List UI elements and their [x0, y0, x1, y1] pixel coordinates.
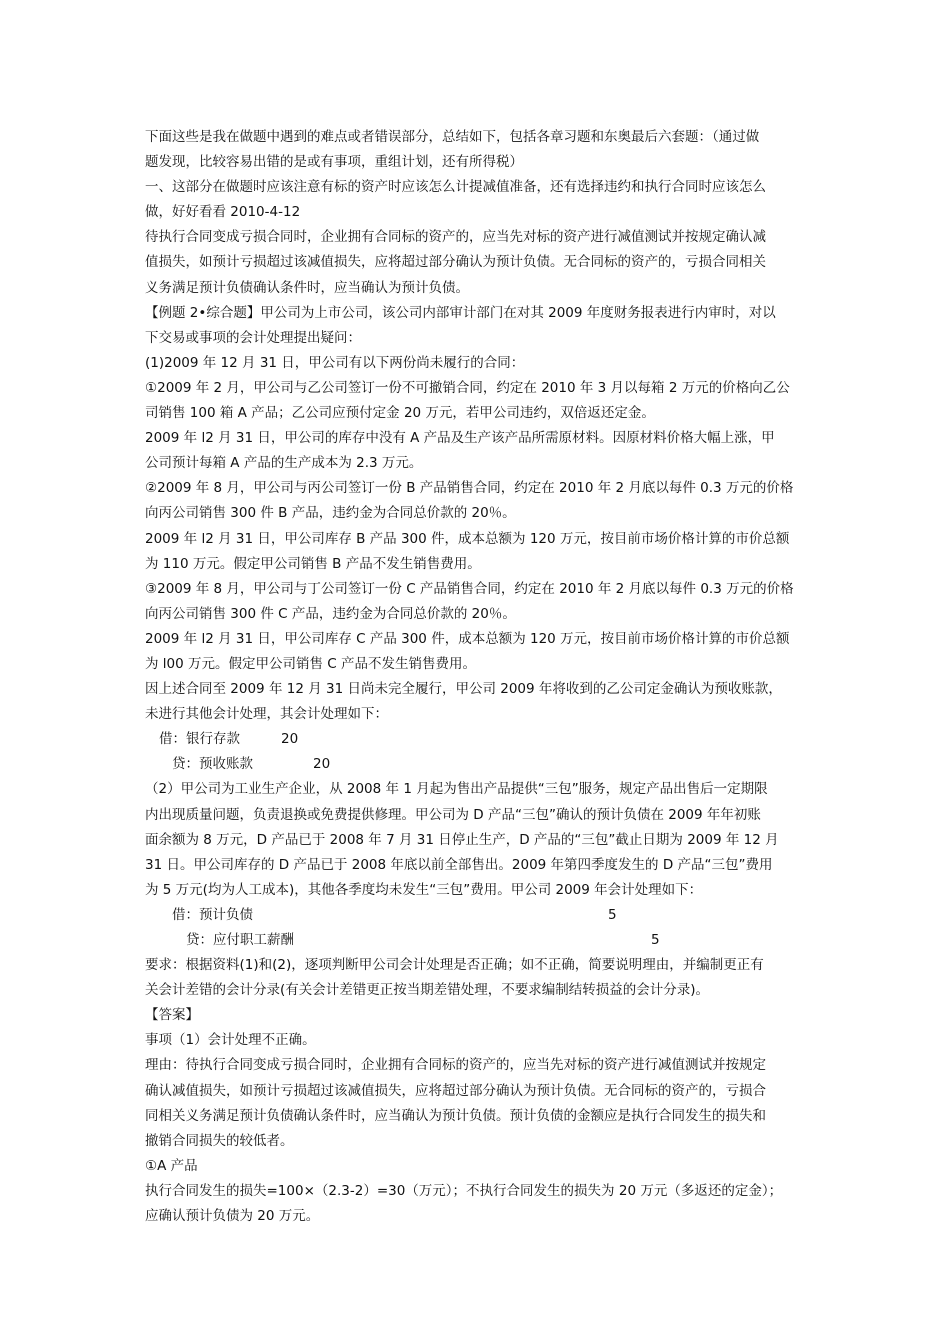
text-line: 公司预计每箱 A 产品的生产成本为 2.3 万元。 [145, 455, 423, 472]
credit-label: 贷：预收账款 [172, 756, 253, 773]
text-line: 做，好好看看 2010-4-12 [145, 204, 301, 221]
text-line: 因上述合同至 2009 年 12 月 31 日尚未完全履行，甲公司 2009 年将收到的乙公司定金确认为预收账款， [145, 681, 782, 698]
text-line: 2009 年 l2 月 31 日，甲公司库存 C 产品 300 件，成本总额为 120 万元，按目前市场价格计算的市价总额 [145, 630, 790, 647]
text-line: 向丙公司销售 300 件 C 产品，违约金为合同总价款的 20％。 [145, 605, 516, 622]
text-line: 理由：待执行合同变成亏损合同时，企业拥有合同标的资产的，应当先对标的资产进行减值测试并按规定 [145, 1057, 766, 1074]
text-line: 同相关义务满足预计负债确认条件时，应当确认为预计负债。预计负债的金额应是执行合同发生的损失和 [145, 1107, 766, 1124]
text-line: 事项（1）会计处理不正确。 [145, 1032, 316, 1049]
journal-entry-debit [145, 727, 810, 752]
text-line: (1)2009 年 12 月 31 日，甲公司有以下两份尚未履行的合同： [145, 354, 525, 371]
debit-label: 借：银行存款 [159, 731, 240, 748]
text-line: 题发现，比较容易出错的是或有事项，重组计划，还有所得税） [145, 154, 523, 171]
debit-label: 借：预计负债 [172, 906, 253, 923]
section-heading: 【答案】 [145, 1007, 199, 1024]
text-line: 下交易或事项的会计处理提出疑问： [145, 329, 361, 346]
credit-amount: 20 [313, 756, 331, 773]
text-line: ③2009 年 8 月，甲公司与丁公司签订一份 C 产品销售合同，约定在 2010 年 2 月底以每件 0.3 万元的价格 [145, 580, 794, 597]
text-line: 为 5 万元(均为人工成本)，其他各季度均未发生“三包”费用。甲公司 2009 年会计处理如下： [145, 881, 703, 898]
text-line: 值损失，如预计亏损超过该减值损失，应将超过部分确认为预计负债。无合同标的资产的，亏损合同相关 [145, 254, 766, 271]
text-line: 撤销合同损失的较低者。 [145, 1132, 294, 1149]
text-line: ①2009 年 2 月，甲公司与乙公司签订一份不可撤销合同，约定在 2010 年 3 月以每箱 2 万元的价格向乙公 [145, 379, 790, 396]
text-line: 义务满足预计负债确认条件时，应当确认为预计负债。 [145, 279, 469, 296]
text-line: 下面这些是我在做题中遇到的难点或者错误部分，总结如下，包括各章习题和东奥最后六套题：（通过做 [145, 129, 760, 145]
journal-entry-debit [145, 903, 810, 928]
text-line: 应确认预计负债为 20 万元。 [145, 1208, 320, 1225]
text-line: 2009 年 l2 月 31 日，甲公司库存 B 产品 300 件，成本总额为 120 万元，按目前市场价格计算的市价总额 [145, 530, 790, 547]
text-line: 内出现质量问题，负责退换或免费提供修理。甲公司为 D 产品“三包”确认的预计负债在 2009 年年初账 [145, 806, 761, 823]
credit-amount: 5 [651, 932, 660, 948]
text-line: 【例题 2•综合题】甲公司为上市公司，该公司内部审计部门在对其 2009 年度财务报表进行内审时，对以 [145, 304, 776, 321]
text-line: 2009 年 l2 月 31 日，甲公司的库存中没有 A 产品及生产该产品所需原材料。因原材料价格大幅上涨，甲 [145, 430, 775, 447]
text-line: （2）甲公司为工业生产企业，从 2008 年 1 月起为售出产品提供“三包”服务，规定产品出售后一定期限 [145, 781, 768, 798]
text-line: 执行合同发生的损失=100×（2.3-2）=30（万元）；不执行合同发生的损失为 20 万元（多返还的定金）； [145, 1182, 783, 1199]
text-line: 关会计差错的会计分录(有关会计差错更正按当期差错处理，不要求编制结转损益的会计分录)。 [145, 982, 710, 999]
credit-label: 贷：应付职工薪酬 [186, 932, 294, 948]
document-page [145, 125, 810, 1229]
text-line: 为 110 万元。假定甲公司销售 B 产品不发生销售费用。 [145, 555, 481, 572]
journal-entry-credit [145, 752, 810, 777]
text-line: 一、这部分在做题时应该注意有标的资产时应该怎么计提减值准备，还有选择违约和执行合同时应该怎么 [145, 179, 766, 196]
text-line: 待执行合同变成亏损合同时，企业拥有合同标的资产的，应当先对标的资产进行减值测试并按规定确认减 [145, 229, 766, 246]
text-line: ②2009 年 8 月，甲公司与丙公司签订一份 B 产品销售合同，约定在 2010 年 2 月底以每件 0.3 万元的价格 [145, 480, 794, 497]
text-line: 31 日。甲公司库存的 D 产品已于 2008 年底以前全部售出。2009 年第四季度发生的 D 产品“三包”费用 [145, 856, 773, 873]
text-line: 向丙公司销售 300 件 B 产品，违约金为合同总价款的 20％。 [145, 505, 516, 522]
text-line: 司销售 100 箱 A 产品；乙公司应预付定金 20 万元，若甲公司违约，双倍返还定金。 [145, 405, 655, 422]
text-line: 要求：根据资料(1)和(2)，逐项判断甲公司会计处理是否正确；如不正确，简要说明理由，并编制更正有 [145, 957, 764, 974]
text-line: 为 l00 万元。假定甲公司销售 C 产品不发生销售费用。 [145, 655, 477, 672]
text-line: 确认减值损失，如预计亏损超过该减值损失，应将超过部分确认为预计负债。无合同标的资产的，亏损合 [145, 1082, 766, 1099]
text-line: 面余额为 8 万元，D 产品已于 2008 年 7 月 31 日停止生产，D 产品的“三包”截止日期为 2009 年 12 月 [145, 831, 779, 848]
journal-entry-credit [145, 928, 810, 953]
debit-amount: 20 [281, 731, 299, 748]
text-line: ①A 产品 [145, 1157, 198, 1174]
text-line: 未进行其他会计处理，其会计处理如下： [145, 706, 388, 723]
debit-amount: 5 [608, 906, 617, 923]
